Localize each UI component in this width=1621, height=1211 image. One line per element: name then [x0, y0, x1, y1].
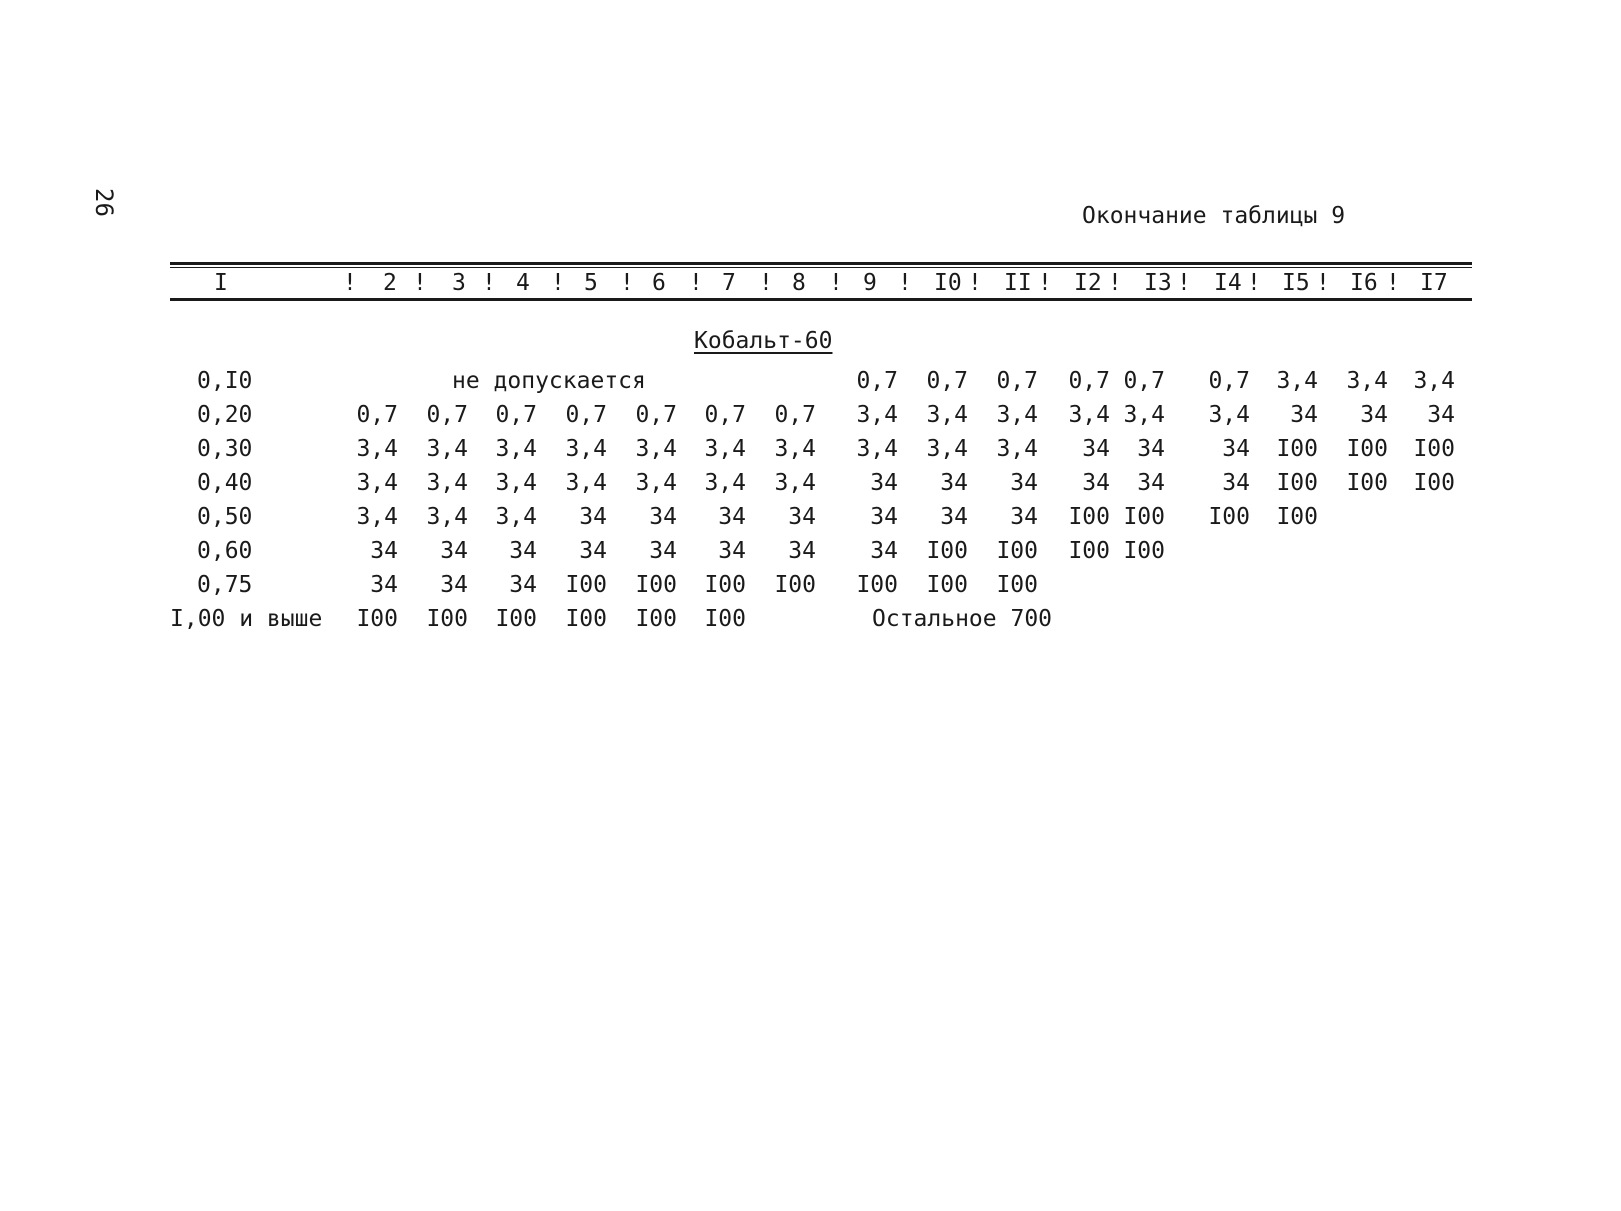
table-cell: 3,4	[356, 470, 398, 496]
table-cell: 3,4	[495, 504, 537, 530]
row-label: 0,I0	[197, 368, 253, 394]
row-label: 0,75	[197, 572, 253, 598]
table-cell: 3,4	[1208, 402, 1250, 428]
table-cell: 3,4	[1276, 368, 1318, 394]
table-cell: 34	[788, 504, 816, 530]
header-cell: I4	[1214, 270, 1242, 296]
span-note: не допускается	[452, 368, 646, 394]
table-row	[0, 368, 1621, 398]
table-cell: 34	[718, 538, 746, 564]
header-separator: !	[759, 270, 773, 296]
table-cell: I00	[774, 572, 816, 598]
section-title: Кобальт-60	[694, 328, 833, 354]
table-cell: I00	[1346, 436, 1388, 462]
table-cell: 3,4	[996, 402, 1038, 428]
table-cell: 3,4	[926, 436, 968, 462]
table-header-bottom-rule	[170, 298, 1472, 301]
table-cell: 3,4	[635, 470, 677, 496]
table-cell: 3,4	[1346, 368, 1388, 394]
table-cell: I00	[1276, 470, 1318, 496]
table-cell: 34	[370, 538, 398, 564]
table-cell: 3,4	[856, 402, 898, 428]
table-cell: 34	[1010, 504, 1038, 530]
table-cell: 3,4	[774, 436, 816, 462]
table-cell: 3,4	[1413, 368, 1455, 394]
table-cell: 3,4	[774, 470, 816, 496]
table-cell: 34	[870, 470, 898, 496]
row-label: 0,50	[197, 504, 253, 530]
header-cell: I3	[1144, 270, 1172, 296]
table-cell: 0,7	[1068, 368, 1110, 394]
table-cell: 34	[1290, 402, 1318, 428]
table-cell: 3,4	[635, 436, 677, 462]
table-cell: I00	[635, 606, 677, 632]
table-cell: 34	[788, 538, 816, 564]
header-separator: !	[1386, 270, 1400, 296]
header-separator: !	[413, 270, 427, 296]
table-cell: 34	[940, 504, 968, 530]
table-cell: 0,7	[1123, 368, 1165, 394]
header-cell: 2	[383, 270, 397, 296]
table-row	[0, 504, 1621, 534]
table-cell: 0,7	[856, 368, 898, 394]
header-separator: !	[898, 270, 912, 296]
table-cell: 3,4	[356, 436, 398, 462]
table-row	[0, 470, 1621, 500]
table-cell: I00	[1413, 470, 1455, 496]
table-cell: 3,4	[426, 504, 468, 530]
header-cell: 9	[863, 270, 877, 296]
page-number: 26	[90, 188, 118, 217]
header-separator: !	[620, 270, 634, 296]
table-cell: 0,7	[704, 402, 746, 428]
table-cell: 34	[1427, 402, 1455, 428]
table-cell: 0,7	[996, 368, 1038, 394]
header-cell: I	[214, 270, 228, 296]
header-cell: 5	[584, 270, 598, 296]
table-cell: 34	[1082, 470, 1110, 496]
table-cell: 3,4	[704, 436, 746, 462]
table-cell: 0,7	[774, 402, 816, 428]
table-cell: 34	[649, 538, 677, 564]
table-cell: 0,7	[426, 402, 468, 428]
table-cell: 3,4	[565, 470, 607, 496]
table-cell: 34	[1222, 470, 1250, 496]
header-separator: !	[968, 270, 982, 296]
header-separator: !	[482, 270, 496, 296]
table-cell: I00	[1123, 504, 1165, 530]
table-row	[0, 572, 1621, 602]
row-label: 0,20	[197, 402, 253, 428]
header-separator: !	[1038, 270, 1052, 296]
header-cell: 6	[652, 270, 666, 296]
table-cell: I00	[426, 606, 468, 632]
table-cell: I00	[565, 606, 607, 632]
table-cell: 0,7	[565, 402, 607, 428]
header-cell: 3	[452, 270, 466, 296]
row-label: 0,40	[197, 470, 253, 496]
table-cell: 34	[509, 572, 537, 598]
table-cell: 0,7	[356, 402, 398, 428]
table-cell: 3,4	[704, 470, 746, 496]
table-cell: 34	[440, 572, 468, 598]
table-cell: I00	[856, 572, 898, 598]
table-cell: 34	[940, 470, 968, 496]
table-cell: 3,4	[856, 436, 898, 462]
table-cell: 3,4	[996, 436, 1038, 462]
table-cell: I00	[704, 606, 746, 632]
table-cell: 34	[870, 504, 898, 530]
table-cell: 34	[649, 504, 677, 530]
header-separator: !	[829, 270, 843, 296]
table-cell: 3,4	[1068, 402, 1110, 428]
table-top-rule-thin	[170, 267, 1472, 268]
header-separator: !	[689, 270, 703, 296]
table-cell: 3,4	[565, 436, 607, 462]
table-header-row	[0, 270, 1621, 296]
table-cell: 3,4	[926, 402, 968, 428]
table-cell: I00	[356, 606, 398, 632]
header-cell: I2	[1074, 270, 1102, 296]
table-cell: 3,4	[426, 436, 468, 462]
table-cell: 0,7	[495, 402, 537, 428]
table-cell: 34	[509, 538, 537, 564]
table-cell: 34	[1360, 402, 1388, 428]
header-separator: !	[1177, 270, 1191, 296]
header-separator: !	[551, 270, 565, 296]
header-cell: I0	[934, 270, 962, 296]
table-row	[0, 606, 1621, 636]
header-cell: I6	[1350, 270, 1378, 296]
table-cell: 34	[1137, 470, 1165, 496]
table-cell: I00	[926, 538, 968, 564]
table-cell: I00	[704, 572, 746, 598]
table-cell: 3,4	[495, 470, 537, 496]
table-cell: 34	[579, 538, 607, 564]
table-cell: 34	[870, 538, 898, 564]
row-label: 0,30	[197, 436, 253, 462]
table-cell: I00	[1208, 504, 1250, 530]
header-separator: !	[1247, 270, 1261, 296]
table-cell: 3,4	[356, 504, 398, 530]
table-cell: 0,7	[635, 402, 677, 428]
table-cell: I00	[495, 606, 537, 632]
table-cell: 34	[1082, 436, 1110, 462]
table-cell: 34	[579, 504, 607, 530]
table-cell: I00	[1276, 436, 1318, 462]
header-separator: !	[1108, 270, 1122, 296]
table-cell: 3,4	[1123, 402, 1165, 428]
table-cell: 34	[718, 504, 746, 530]
table-cell: I00	[996, 538, 1038, 564]
header-cell: I7	[1420, 270, 1448, 296]
header-cell: 8	[792, 270, 806, 296]
table-cell: 34	[1137, 436, 1165, 462]
table-cell: I00	[1068, 538, 1110, 564]
table-row	[0, 436, 1621, 466]
table-cell: 34	[1222, 436, 1250, 462]
header-cell: 7	[722, 270, 736, 296]
table-cell: I00	[1276, 504, 1318, 530]
table-row	[0, 402, 1621, 432]
table-cell: 0,7	[926, 368, 968, 394]
table-cell: I00	[996, 572, 1038, 598]
table-row	[0, 538, 1621, 568]
table-cell: I00	[1346, 470, 1388, 496]
table-cell: I00	[1413, 436, 1455, 462]
table-cell: 0,7	[1208, 368, 1250, 394]
table-cell: I00	[565, 572, 607, 598]
table-cell: I00	[635, 572, 677, 598]
table-cell: 34	[440, 538, 468, 564]
table-caption: Окончание таблицы 9	[1082, 203, 1346, 229]
row-label: I,00 и выше	[170, 606, 323, 632]
row-label: 0,60	[197, 538, 253, 564]
header-separator: !	[1316, 270, 1330, 296]
table-cell: 3,4	[426, 470, 468, 496]
table-cell: I00	[1123, 538, 1165, 564]
table-cell: I00	[926, 572, 968, 598]
header-cell: 4	[516, 270, 530, 296]
header-cell: I5	[1282, 270, 1310, 296]
tail-note: Остальное 700	[872, 606, 1053, 632]
table-cell: I00	[1068, 504, 1110, 530]
header-separator: !	[343, 270, 357, 296]
table-cell: 34	[370, 572, 398, 598]
table-cell: 3,4	[495, 436, 537, 462]
table-top-rule	[170, 262, 1472, 265]
table-cell: 34	[1010, 470, 1038, 496]
header-cell: II	[1004, 270, 1032, 296]
